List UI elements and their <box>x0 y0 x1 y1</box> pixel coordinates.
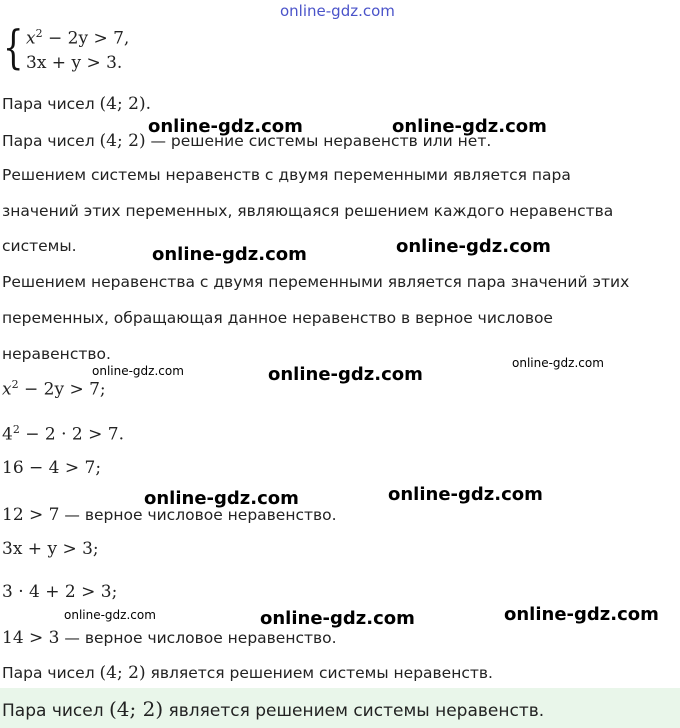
definition-2-line-1: Решением неравенства с двумя переменными является пара значений этих <box>2 273 630 291</box>
definition-2-line-3: неравенство. <box>2 345 111 363</box>
watermark: online-gdz.com <box>144 488 299 509</box>
watermark: online-gdz.com <box>92 364 184 378</box>
watermark: online-gdz.com <box>64 608 156 622</box>
step-6: 3 · 4 + 2 > 3; <box>2 582 118 602</box>
watermark: online-gdz.com <box>396 236 551 257</box>
step-5: 3x + y > 3; <box>2 539 99 559</box>
question-statement: Пара чисел (4; 2) — решение системы неравенств или нет. <box>2 131 492 151</box>
definition-1-line-2: значений этих переменных, являющаяся решением каждого неравенства <box>2 202 614 220</box>
step-4: 12 > 7 — верное числовое неравенство. <box>2 505 337 525</box>
watermark: online-gdz.com <box>504 604 659 625</box>
definition-1-line-1: Решением системы неравенств с двумя переменными является пара <box>2 166 571 184</box>
conclusion: Пара чисел (4; 2) является решением системы неравенств. <box>2 663 493 683</box>
answer-text: Пара чисел (4; 2) является решением системы неравенств. <box>2 697 545 721</box>
watermark: online-gdz.com <box>392 116 547 137</box>
watermark-top: online-gdz.com <box>280 2 395 20</box>
watermark: online-gdz.com <box>260 608 415 629</box>
system-line-1: $x^2 - 2y > 7$, <box>26 27 130 49</box>
pair-statement: Пара чисел (4; 2). <box>2 94 151 114</box>
watermark: online-gdz.com <box>148 116 303 137</box>
definition-2-line-2: переменных, обращающая данное неравенство в верное числовое <box>2 309 553 327</box>
step-2: $4^2 - 2 \cdot 2 > 7$. <box>2 423 124 445</box>
watermark: online-gdz.com <box>388 484 543 505</box>
step-7: 14 > 3 — верное числовое неравенство. <box>2 628 337 648</box>
step-1: $x^2 - 2y > 7$; <box>2 378 106 400</box>
watermark: online-gdz.com <box>512 356 604 370</box>
definition-1-line-3: системы. <box>2 237 77 255</box>
watermark: online-gdz.com <box>152 244 307 265</box>
step-3: 16 − 4 > 7; <box>2 458 102 478</box>
system-line-2: 3x + y > 3. <box>26 53 123 73</box>
watermark: online-gdz.com <box>268 364 423 385</box>
system-brace: { <box>3 20 24 74</box>
